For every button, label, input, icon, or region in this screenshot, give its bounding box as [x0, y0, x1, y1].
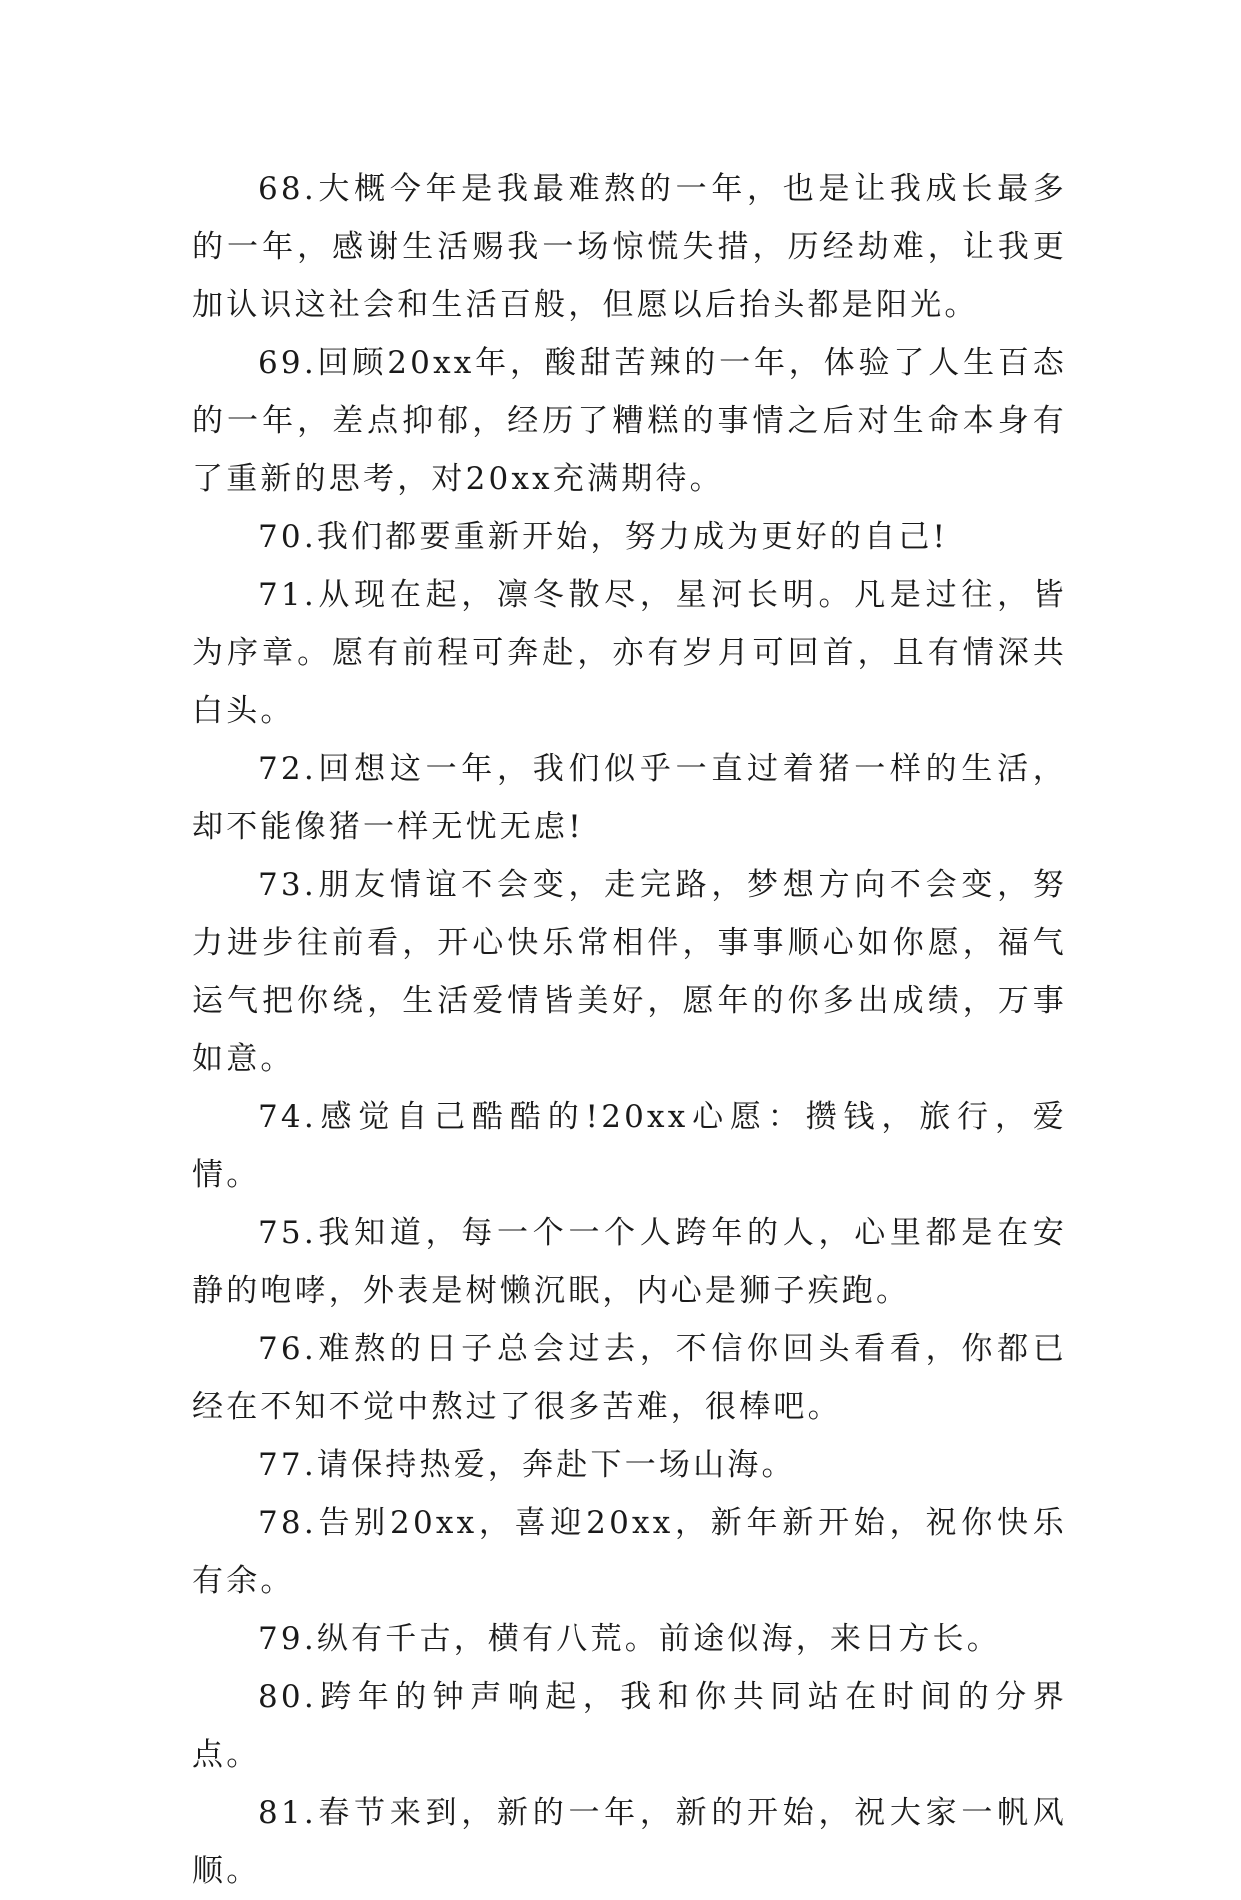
paragraph-68: 68.大概今年是我最难熬的一年，也是让我成长最多的一年，感谢生活赐我一场惊慌失措，历经劫难，让我更加认识这社会和生活百般，但愿以后抬头都是阳光。: [192, 171, 1067, 323]
paragraph-79: 79.纵有千古，横有八荒。前途似海，来日方长。: [258, 1621, 1001, 1657]
paragraph-76: 76.难熬的日子总会过去，不信你回头看看，你都已经在不知不觉中熬过了很多苦难，很棒吧。: [192, 1331, 1067, 1425]
document-body: [192, 160, 1067, 1900]
paragraph-78: 78.告别20xx，喜迎20xx，新年新开始，祝你快乐有余。: [192, 1505, 1067, 1599]
paragraph-81: 81.春节来到，新的一年，新的开始，祝大家一帆风顺。: [192, 1795, 1067, 1889]
paragraph-80: 80.跨年的钟声响起，我和你共同站在时间的分界点。: [192, 1679, 1067, 1773]
paragraph-72: 72.回想这一年，我们似乎一直过着猪一样的生活，却不能像猪一样无忧无虑!: [192, 751, 1067, 845]
paragraph-75: 75.我知道，每一个一个人跨年的人，心里都是在安静的咆哮，外表是树懒沉眠，内心是狮子疾跑。: [192, 1215, 1067, 1309]
paragraph-74: 74.感觉自己酷酷的!20xx心愿：攒钱，旅行，爱情。: [192, 1099, 1067, 1193]
paragraph-71: 71.从现在起，凛冬散尽，星河长明。凡是过往，皆为序章。愿有前程可奔赴，亦有岁月可回首，且有情深共白头。: [192, 577, 1067, 729]
paragraph-73: 73.朋友情谊不会变，走完路，梦想方向不会变，努力进步往前看，开心快乐常相伴，事事顺心如你愿，福气运气把你绕，生活爱情皆美好，愿年的你多出成绩，万事如意。: [192, 867, 1067, 1077]
paragraph-69: 69.回顾20xx年，酸甜苦辣的一年，体验了人生百态的一年，差点抑郁，经历了糟糕的事情之后对生命本身有了重新的思考，对20xx充满期待。: [192, 345, 1067, 497]
paragraph-77: 77.请保持热爱，奔赴下一场山海。: [258, 1447, 796, 1483]
paragraph-70: 70.我们都要重新开始，努力成为更好的自己!: [258, 519, 949, 555]
